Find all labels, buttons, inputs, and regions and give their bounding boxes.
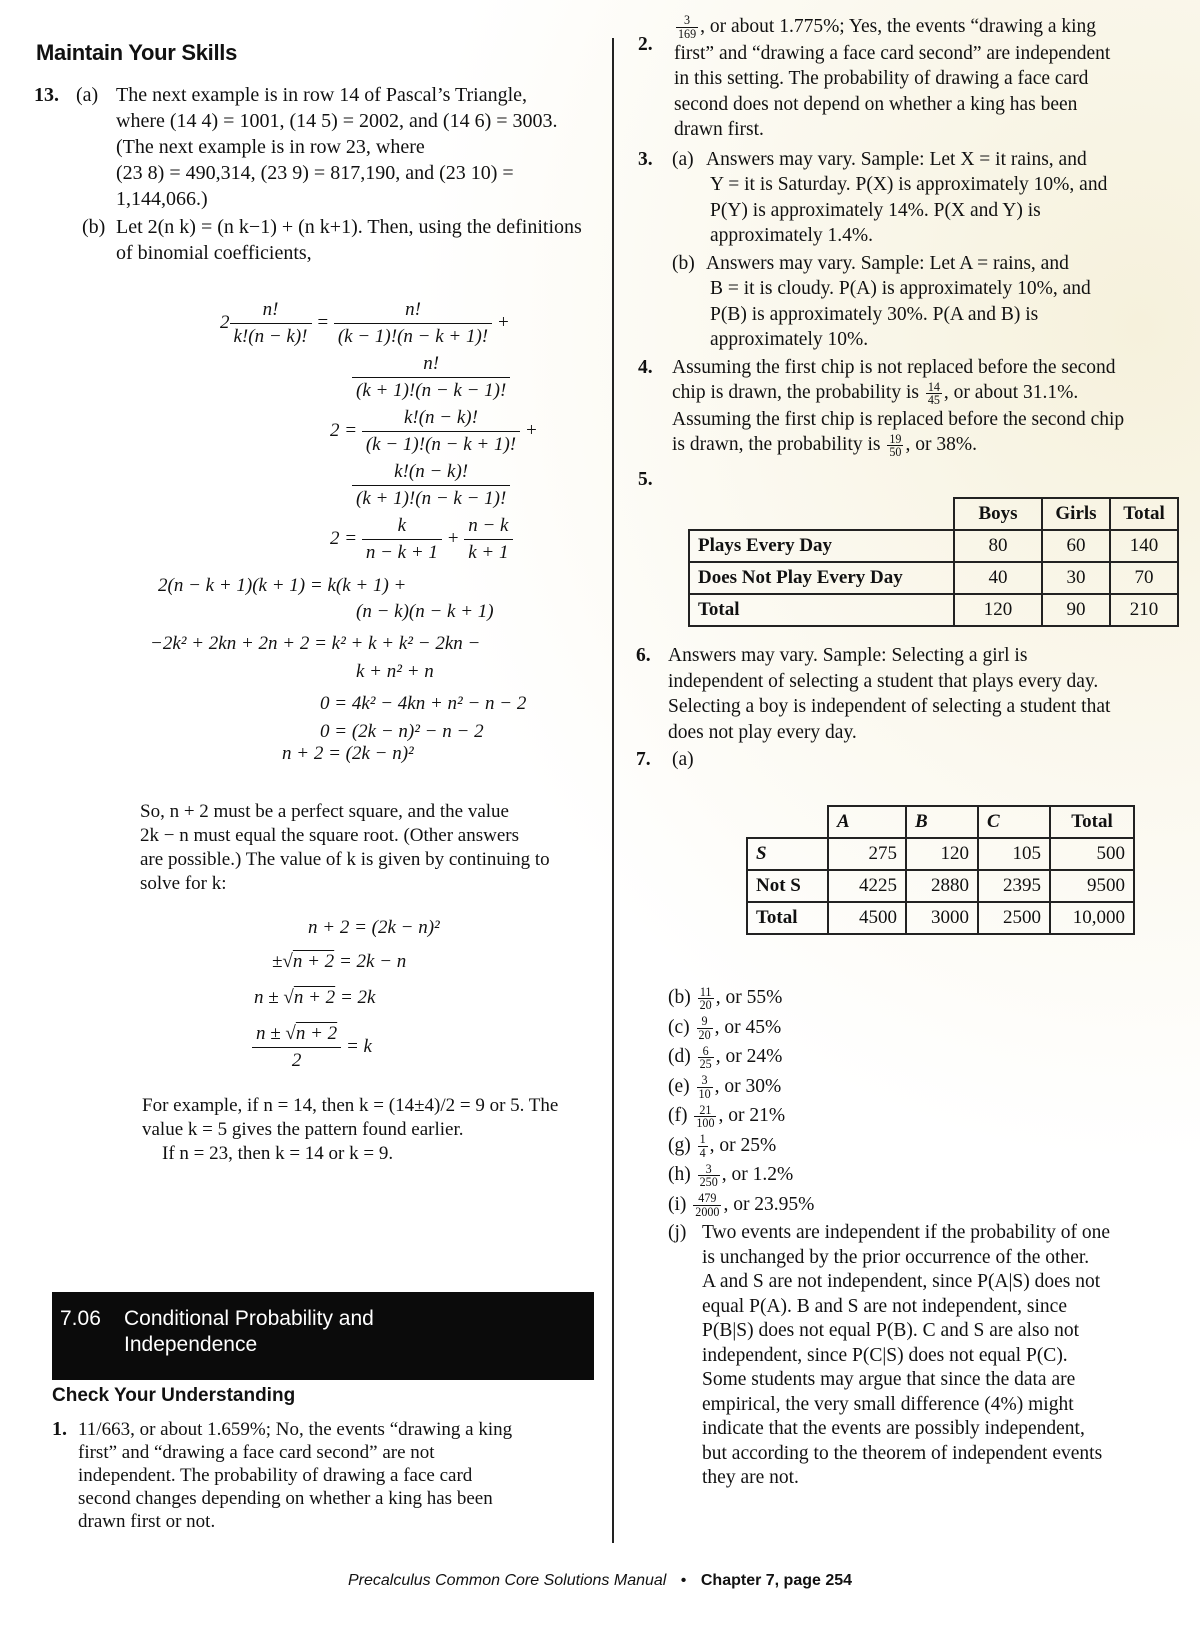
text-line: B = it is cloudy. P(A) is approximately 10%, and: [710, 278, 1091, 300]
fraction: $\frac{1}{4}$: [699, 1132, 706, 1160]
text-line: is unchanged by the prior occurrence of the other.: [702, 1246, 1090, 1268]
table-row: [689, 530, 1178, 562]
column-header: A: [828, 806, 906, 838]
table-row: [747, 902, 1134, 934]
answer-part-j: [632, 1221, 1184, 1491]
table-cell: 9500: [1050, 870, 1134, 902]
row-label: Does Not Play Every Day: [689, 562, 954, 594]
problem-3: [632, 147, 1184, 353]
part-label: (a): [672, 148, 694, 170]
text-line: For example, if n = 14, then k = (14±4)/2 = 9 or 5. The: [142, 1095, 559, 1116]
answer-part-f: (f) $\frac{21}{100}$ , or 21%: [668, 1102, 786, 1131]
table-corner: [689, 498, 954, 530]
conclusion-paragraph: [34, 800, 604, 896]
text-line: indicate that the events are possibly independent,: [702, 1418, 1085, 1440]
fraction: $\frac{21}{100}$: [696, 1102, 715, 1131]
fraction-14-45: $\frac{14}{45}$: [927, 379, 940, 408]
row-label: Plays Every Day: [689, 530, 954, 562]
table-cell: 105: [978, 838, 1050, 870]
table-cell: 80: [954, 530, 1042, 562]
text-line: solve for k:: [140, 873, 227, 894]
section-header-7-06: [52, 1292, 594, 1380]
column-header: Total: [1110, 498, 1178, 530]
text-line: The next example is in row 14 of Pascal’s Triangle,: [116, 84, 528, 106]
solve-for-k-equations: n + 2 = (2k − n)² ±√n + 2 = 2k − n n ± √n + 2 = 2k $\frac{n \pm √n + 2}{2}$ = k: [254, 917, 440, 1071]
section-number: 7.06: [60, 1307, 101, 1330]
fraction-3-169: $\frac{3}{169}$: [678, 13, 697, 42]
table-cell: 140: [1110, 530, 1178, 562]
section-title: [124, 1306, 374, 1358]
fraction: $\frac{3}{250}$: [699, 1161, 718, 1190]
text-line: in this setting. The probability of drawing a face card: [674, 68, 1089, 90]
left-column: [34, 40, 604, 1166]
example-paragraph: [34, 1094, 604, 1166]
problem-1: [52, 1418, 612, 1533]
answer-parts: [632, 983, 1184, 1219]
table-cell: 500: [1050, 838, 1134, 870]
problem-number: 4.: [638, 356, 653, 378]
fraction: $\frac{11}{20}$: [699, 984, 712, 1013]
row-label: S: [747, 838, 828, 870]
problem-number: 1.: [52, 1418, 67, 1440]
table-cell: 210: [1110, 594, 1178, 626]
table-cell: 30: [1042, 562, 1110, 594]
column-header: Boys: [954, 498, 1042, 530]
text-line: independent. The probability of drawing a face card: [78, 1465, 473, 1486]
part-label: (b): [82, 216, 106, 238]
part-label: (j): [668, 1222, 687, 1244]
text-line: is drawn, the probability is $\frac{19}{50}$ , or 38%.: [672, 431, 977, 460]
text-line: they are not.: [702, 1467, 799, 1489]
problem-number: 6.: [636, 645, 651, 667]
column-header: C: [978, 806, 1050, 838]
table-cell: 120: [906, 838, 978, 870]
answer-part-g: (g) $\frac{1}{4}$ , or 25%: [668, 1132, 777, 1160]
table-cell: 2500: [978, 902, 1050, 934]
table-header-row: [689, 498, 1178, 530]
fraction: $\frac{6}{25}$: [699, 1043, 712, 1072]
text-line: second does not depend on whether a king has been: [674, 93, 1078, 115]
table-cell: 10,000: [1050, 902, 1134, 934]
section-heading-maintain-skills: Maintain Your Skills: [36, 40, 238, 65]
text-line: does not play every day.: [668, 721, 857, 743]
problem-13: [34, 82, 604, 266]
text-line: $\frac{3}{169}$ , or about 1.775%; Yes, the events “drawing a king: [678, 13, 1097, 42]
part-label: (a): [672, 749, 694, 771]
table-row: [689, 562, 1178, 594]
text-line: approximately 1.4%.: [710, 225, 873, 247]
text-line: P(Y) is approximately 14%. P(X and Y) is: [710, 199, 1041, 221]
text-line: P(B) is approximately 30%. P(A and B) is: [710, 303, 1039, 325]
text-line: empirical, the very small difference (4%) might: [702, 1393, 1074, 1415]
text-line: 1,144,066.): [116, 188, 208, 210]
table-cell: 275: [828, 838, 906, 870]
problem-4: [632, 355, 1184, 459]
footer-chapter-page: Chapter 7, page 254: [700, 1572, 853, 1589]
right-column: [632, 14, 1184, 1491]
text-line: approximately 10%.: [710, 329, 869, 351]
text-line: where (14 4) = 1001, (14 5) = 2002, and (14 6) = 3003.: [116, 110, 558, 132]
text-line: second changes depending on whether a king has been: [78, 1488, 493, 1509]
text-line: Answers may vary. Sample: Selecting a girl is: [668, 645, 1028, 667]
text-line: 11/663, or about 1.659%; No, the events “drawing a king: [78, 1419, 513, 1440]
fraction: $\frac{3}{10}$: [698, 1073, 711, 1101]
footer-bullet: •: [680, 1572, 687, 1589]
text-line: (23 8) = 490,314, (23 9) = 817,190, and (23 10) =: [116, 162, 514, 184]
text-line: drawn first or not.: [78, 1511, 216, 1532]
page-footer: [0, 1572, 1200, 1590]
text-line: Answers may vary. Sample: Let A = rains, and: [706, 252, 1069, 274]
text-line: (The next example is in row 23, where: [116, 136, 425, 158]
text-line: So, n + 2 must be a perfect square, and the value: [140, 801, 509, 822]
problem-number: 2.: [638, 34, 653, 55]
text-line: Y = it is Saturday. P(X) is approximately 10%, and: [710, 174, 1108, 196]
column-header: Girls: [1042, 498, 1110, 530]
text-line: Selecting a boy is independent of selecting a student that: [668, 696, 1111, 718]
column-header: Total: [1050, 806, 1134, 838]
problem-6: [632, 643, 1184, 745]
table-row: [689, 594, 1178, 626]
table-cell: 2880: [906, 870, 978, 902]
problem-number: 7.: [636, 749, 651, 771]
text-line: equal P(A). B and S are not independent, since: [702, 1295, 1067, 1317]
column-divider: [612, 38, 614, 1543]
text-line: Answers may vary. Sample: Let X = it rains, and: [706, 148, 1087, 170]
text-line: 2k − n must equal the square root. (Other answers: [140, 825, 520, 846]
table-cell: 60: [1042, 530, 1110, 562]
part-label: (b): [672, 252, 695, 274]
footer-book-title: Precalculus Common Core Solutions Manual: [347, 1572, 667, 1589]
text-line: are possible.) The value of k is given by continuing to: [140, 849, 550, 870]
text-line: first” and “drawing a face card second” are not: [78, 1442, 435, 1463]
table-header-row: [747, 806, 1134, 838]
fraction: $\frac{9}{20}$: [698, 1014, 711, 1042]
table-row: [747, 870, 1134, 902]
answer-part-c: (c) $\frac{9}{20}$ , or 45%: [668, 1014, 782, 1042]
row-label: Total: [689, 594, 954, 626]
text-line: Assuming the first chip is not replaced before the second: [672, 356, 1116, 378]
text-line: P(B|S) does not equal P(B). C and S are also not: [702, 1320, 1080, 1342]
text-line: chip is drawn, the probability is $\frac{14}{45}$ , or about 31.1%.: [672, 379, 1079, 408]
table-cell: 90: [1042, 594, 1110, 626]
derivation-final: n + 2 = (2k − n)²: [282, 743, 414, 764]
table-row: [747, 838, 1134, 870]
fraction-19-50: $\frac{19}{50}$: [889, 431, 902, 460]
text-line: independent of selecting a student that plays every day.: [668, 670, 1099, 692]
answer-part-b: (b) $\frac{11}{20}$ , or 55%: [668, 984, 783, 1013]
problem-number: 13.: [34, 84, 59, 106]
answer-part-i: (i) $\frac{479}{2000}$ , or 23.95%: [668, 1191, 815, 1219]
problem-7: [632, 747, 1184, 1491]
answer-part-d: (d) $\frac{6}{25}$ , or 24%: [668, 1043, 783, 1072]
text-line: Let 2(n k) = (n k−1) + (n k+1). Then, using the definitions: [116, 216, 582, 238]
section-title-line: Independence: [124, 1333, 258, 1356]
section-title-line: Conditional Probability and: [124, 1307, 374, 1330]
part-label: (a): [76, 84, 99, 106]
row-label: Total: [747, 902, 828, 934]
table-cell: 4500: [828, 902, 906, 934]
derivation-equations: 2 $\frac{n!}{k!(n - k)!}$ = $\frac{n!}{(k - 1)!(n - k + 1)!}$ + $\frac{n!}{(k + 1)!(n - k - 1)!}$ 2 = $\frac{k!(n - k)!}{(k - 1)!(n - k + 1)!}$ + $\frac{k!(n - k)!}{(k + 1)!(n - k - 1)!}$ 2 = $\frac{k}{n - k + 1}$ + $\frac{n - k}{k + 1}$ 2(n − k + 1)(k + 1) = k(k + 1) + (n − k)(n − k + 1) −2k² + 2kn + 2n + 2 = k² + k + k² − 2kn − k + n² + n 0 = 4k² − 4kn + n² − n − 2 0 = (2k − n)² − n − 2: [150, 299, 538, 742]
problem-2: [632, 14, 1184, 143]
column-header: B: [906, 806, 978, 838]
table-cell: 70: [1110, 562, 1178, 594]
text-line: value k = 5 gives the pattern found earlier.: [142, 1119, 464, 1140]
text-line: of binomial coefficients,: [116, 242, 312, 264]
event-table: [746, 805, 1135, 935]
problem-5: [632, 467, 1184, 637]
text-line: A and S are not independent, since P(A|S) does not: [702, 1271, 1101, 1293]
table-cell: 120: [954, 594, 1042, 626]
table-cell: 3000: [906, 902, 978, 934]
answer-part-e: (e) $\frac{3}{10}$ , or 30%: [668, 1073, 782, 1101]
text-line: but according to the theorem of independent events: [702, 1442, 1103, 1464]
problem-number: 3.: [638, 148, 653, 170]
table-cell: 40: [954, 562, 1042, 594]
answer-part-h: (h) $\frac{3}{250}$ , or 1.2%: [668, 1161, 794, 1190]
text-line: independent, since P(C|S) does not equal P(C).: [702, 1344, 1068, 1366]
text-line: Some students may argue that since the data are: [702, 1369, 1076, 1391]
play-survey-table: [688, 497, 1179, 627]
text-line: first” and “drawing a face card second” are independent: [674, 42, 1111, 64]
text-line: drawn first.: [674, 119, 764, 141]
table-cell: 2395: [978, 870, 1050, 902]
fraction: $\frac{479}{2000}$: [695, 1191, 720, 1219]
table-cell: 4225: [828, 870, 906, 902]
text-line: Assuming the first chip is replaced before the second chip: [672, 408, 1125, 430]
problem-number: 5.: [638, 469, 653, 491]
text-line: Two events are independent if the probability of one: [702, 1222, 1111, 1244]
check-your-understanding-heading: Check Your Understanding: [52, 1385, 296, 1406]
table-corner: [747, 806, 828, 838]
text-line: If n = 23, then k = 14 or k = 9.: [162, 1143, 394, 1164]
row-label: Not S: [747, 870, 828, 902]
